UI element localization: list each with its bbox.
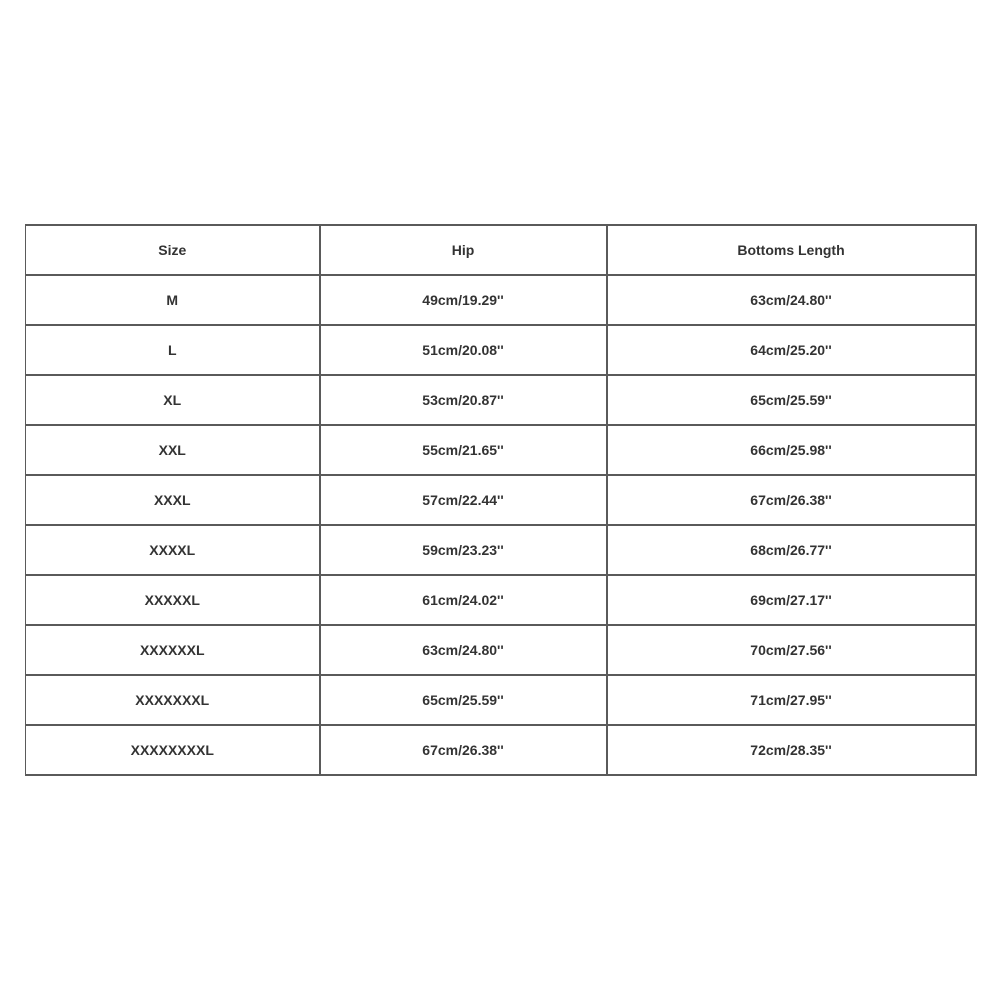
table-row [26, 725, 976, 775]
cell-size: L [26, 325, 320, 375]
cell-size: XXXXXXXXL [26, 725, 320, 775]
cell-bottoms-length: 63cm/24.80'' [607, 275, 976, 325]
cell-bottoms-length: 66cm/25.98'' [607, 425, 976, 475]
table-row [26, 375, 976, 425]
header-hip: Hip [320, 225, 607, 275]
size-chart-table [25, 224, 977, 776]
cell-bottoms-length: 70cm/27.56'' [607, 625, 976, 675]
table-row [26, 575, 976, 625]
cell-bottoms-length: 64cm/25.20'' [607, 325, 976, 375]
cell-size: XXXXL [26, 525, 320, 575]
header-bottoms-length: Bottoms Length [607, 225, 976, 275]
cell-bottoms-length: 67cm/26.38'' [607, 475, 976, 525]
cell-bottoms-length: 68cm/26.77'' [607, 525, 976, 575]
cell-size: XXL [26, 425, 320, 475]
cell-hip: 65cm/25.59'' [320, 675, 607, 725]
table-row [26, 475, 976, 525]
cell-bottoms-length: 65cm/25.59'' [607, 375, 976, 425]
cell-size: XL [26, 375, 320, 425]
cell-bottoms-length: 72cm/28.35'' [607, 725, 976, 775]
table-row [26, 675, 976, 725]
table-row [26, 325, 976, 375]
cell-hip: 51cm/20.08'' [320, 325, 607, 375]
table-header-row [26, 225, 976, 275]
cell-bottoms-length: 71cm/27.95'' [607, 675, 976, 725]
table-row [26, 525, 976, 575]
cell-size: XXXXXXL [26, 625, 320, 675]
header-size: Size [26, 225, 320, 275]
table-row [26, 625, 976, 675]
cell-size: XXXXXL [26, 575, 320, 625]
cell-hip: 49cm/19.29'' [320, 275, 607, 325]
cell-hip: 61cm/24.02'' [320, 575, 607, 625]
cell-hip: 55cm/21.65'' [320, 425, 607, 475]
cell-hip: 57cm/22.44'' [320, 475, 607, 525]
cell-hip: 63cm/24.80'' [320, 625, 607, 675]
cell-hip: 53cm/20.87'' [320, 375, 607, 425]
cell-size: XXXXXXXL [26, 675, 320, 725]
table-row [26, 275, 976, 325]
table-row [26, 425, 976, 475]
cell-bottoms-length: 69cm/27.17'' [607, 575, 976, 625]
cell-size: XXXL [26, 475, 320, 525]
cell-hip: 67cm/26.38'' [320, 725, 607, 775]
cell-size: M [26, 275, 320, 325]
cell-hip: 59cm/23.23'' [320, 525, 607, 575]
